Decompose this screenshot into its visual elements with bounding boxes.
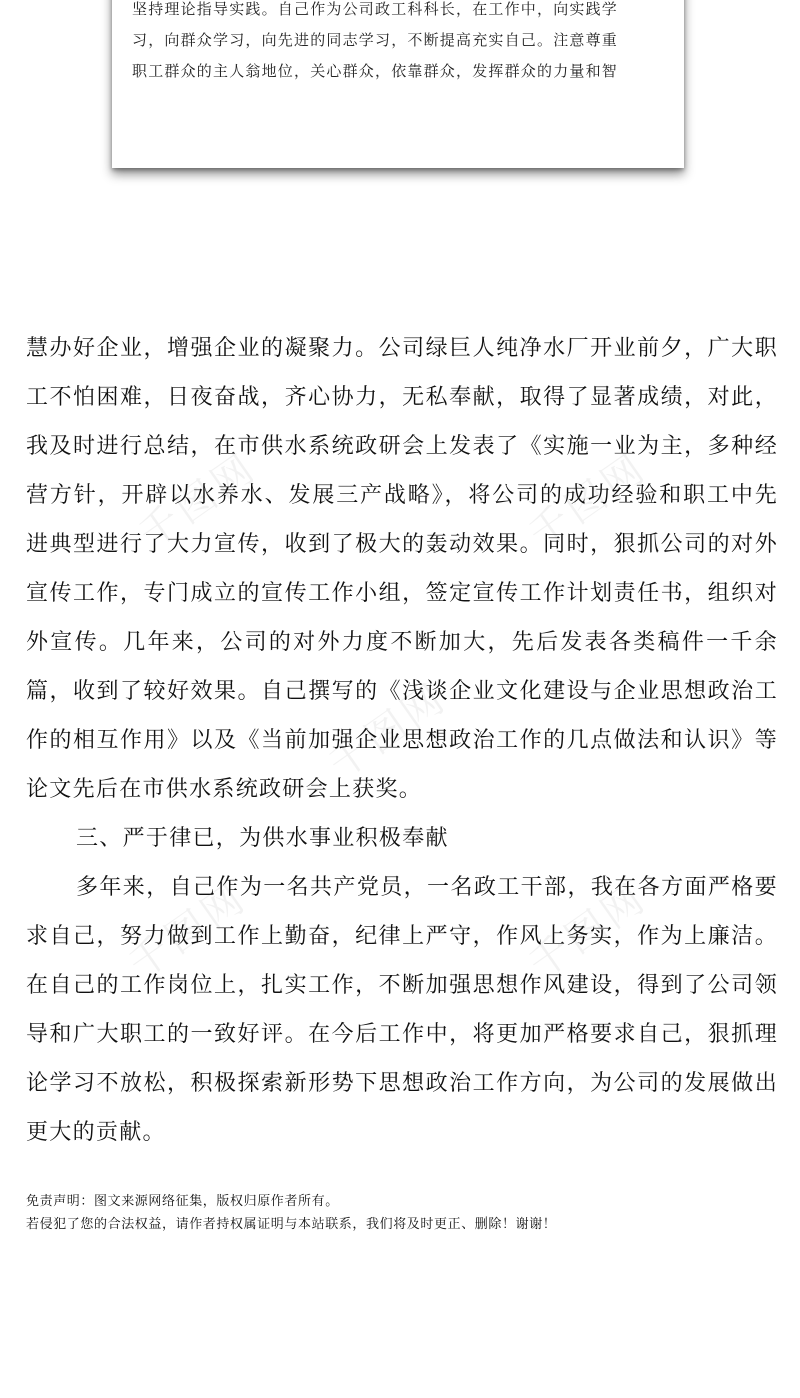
- preview-line: 习，向群众学习，向先进的同志学习，不断提高充实自己。注意尊重: [132, 31, 619, 49]
- disclaimer: [26, 1190, 786, 1236]
- body-paragraph: 慧办好企业，增强企业的凝聚力。公司绿巨人纯净水厂开业前夕，广大职工不怕困难，日夜奋战，齐心协力，无私奉献，取得了显著成绩，对此，我及时进行总结，在市供水系统政研会上发表了《实施一业为主，多种经营方针，开辟以水养水、发展三产战略》，将公司的成功经验和职工中先进典型进行了大力宣传，收到了极大的轰动效果。同时，狠抓公司的对外宣传工作，专门成立的宣传工作小组，签定宣传工作计划责任书，组织对外宣传。几年来，公司的对外力度不断加大，先后发表各类稿件一千余篇，收到了较好效果。自己撰写的《浅谈企业文化建设与企业思想政治工作的相互作用》以及《当前加强企业思想政治工作的几点做法和认识》等论文先后在市供水系统政研会上获奖。: [26, 336, 778, 802]
- watermark: 千图网: [320, 674, 456, 789]
- watermark: 千图网: [120, 874, 256, 989]
- section-heading: 三、严于律已，为供水事业积极奉献: [76, 826, 449, 851]
- body-paragraph: 多年来，自己作为一名共产党员，一名政工干部，我在各方面严格要求自己，努力做到工作上勤奋，纪律上严守，作风上务实，作为上廉洁。在自己的工作岗位上，扎实工作，不断加强思想作风建设，得到了公司领导和广大职工的一致好评。在今后工作中，将更加严格要求自己，狠抓理论学习不放松，积极探索新形势下思想政治工作方向，为公司的发展做出更大的贡献。: [26, 875, 778, 1145]
- preview-line: 坚持理论指导实践。自己作为公司政工科科长，在工作中，向实践学: [132, 0, 619, 18]
- document-preview-card: [112, 0, 684, 168]
- watermark: 千图网: [130, 444, 266, 559]
- document-body: [26, 324, 778, 1157]
- watermark: 千图网: [520, 444, 656, 559]
- disclaimer-line: 若侵犯了您的合法权益，请作者持权属证明与本站联系，我们将及时更正、删除！谢谢！: [26, 1217, 557, 1232]
- disclaimer-line: 免责声明：图文来源网络征集，版权归原作者所有。: [26, 1194, 339, 1209]
- preview-line: 职工群众的主人翁地位，关心群众，依靠群众，发挥群众的力量和智: [132, 62, 619, 80]
- preview-text: [132, 0, 662, 87]
- watermark: 千图网: [520, 874, 656, 989]
